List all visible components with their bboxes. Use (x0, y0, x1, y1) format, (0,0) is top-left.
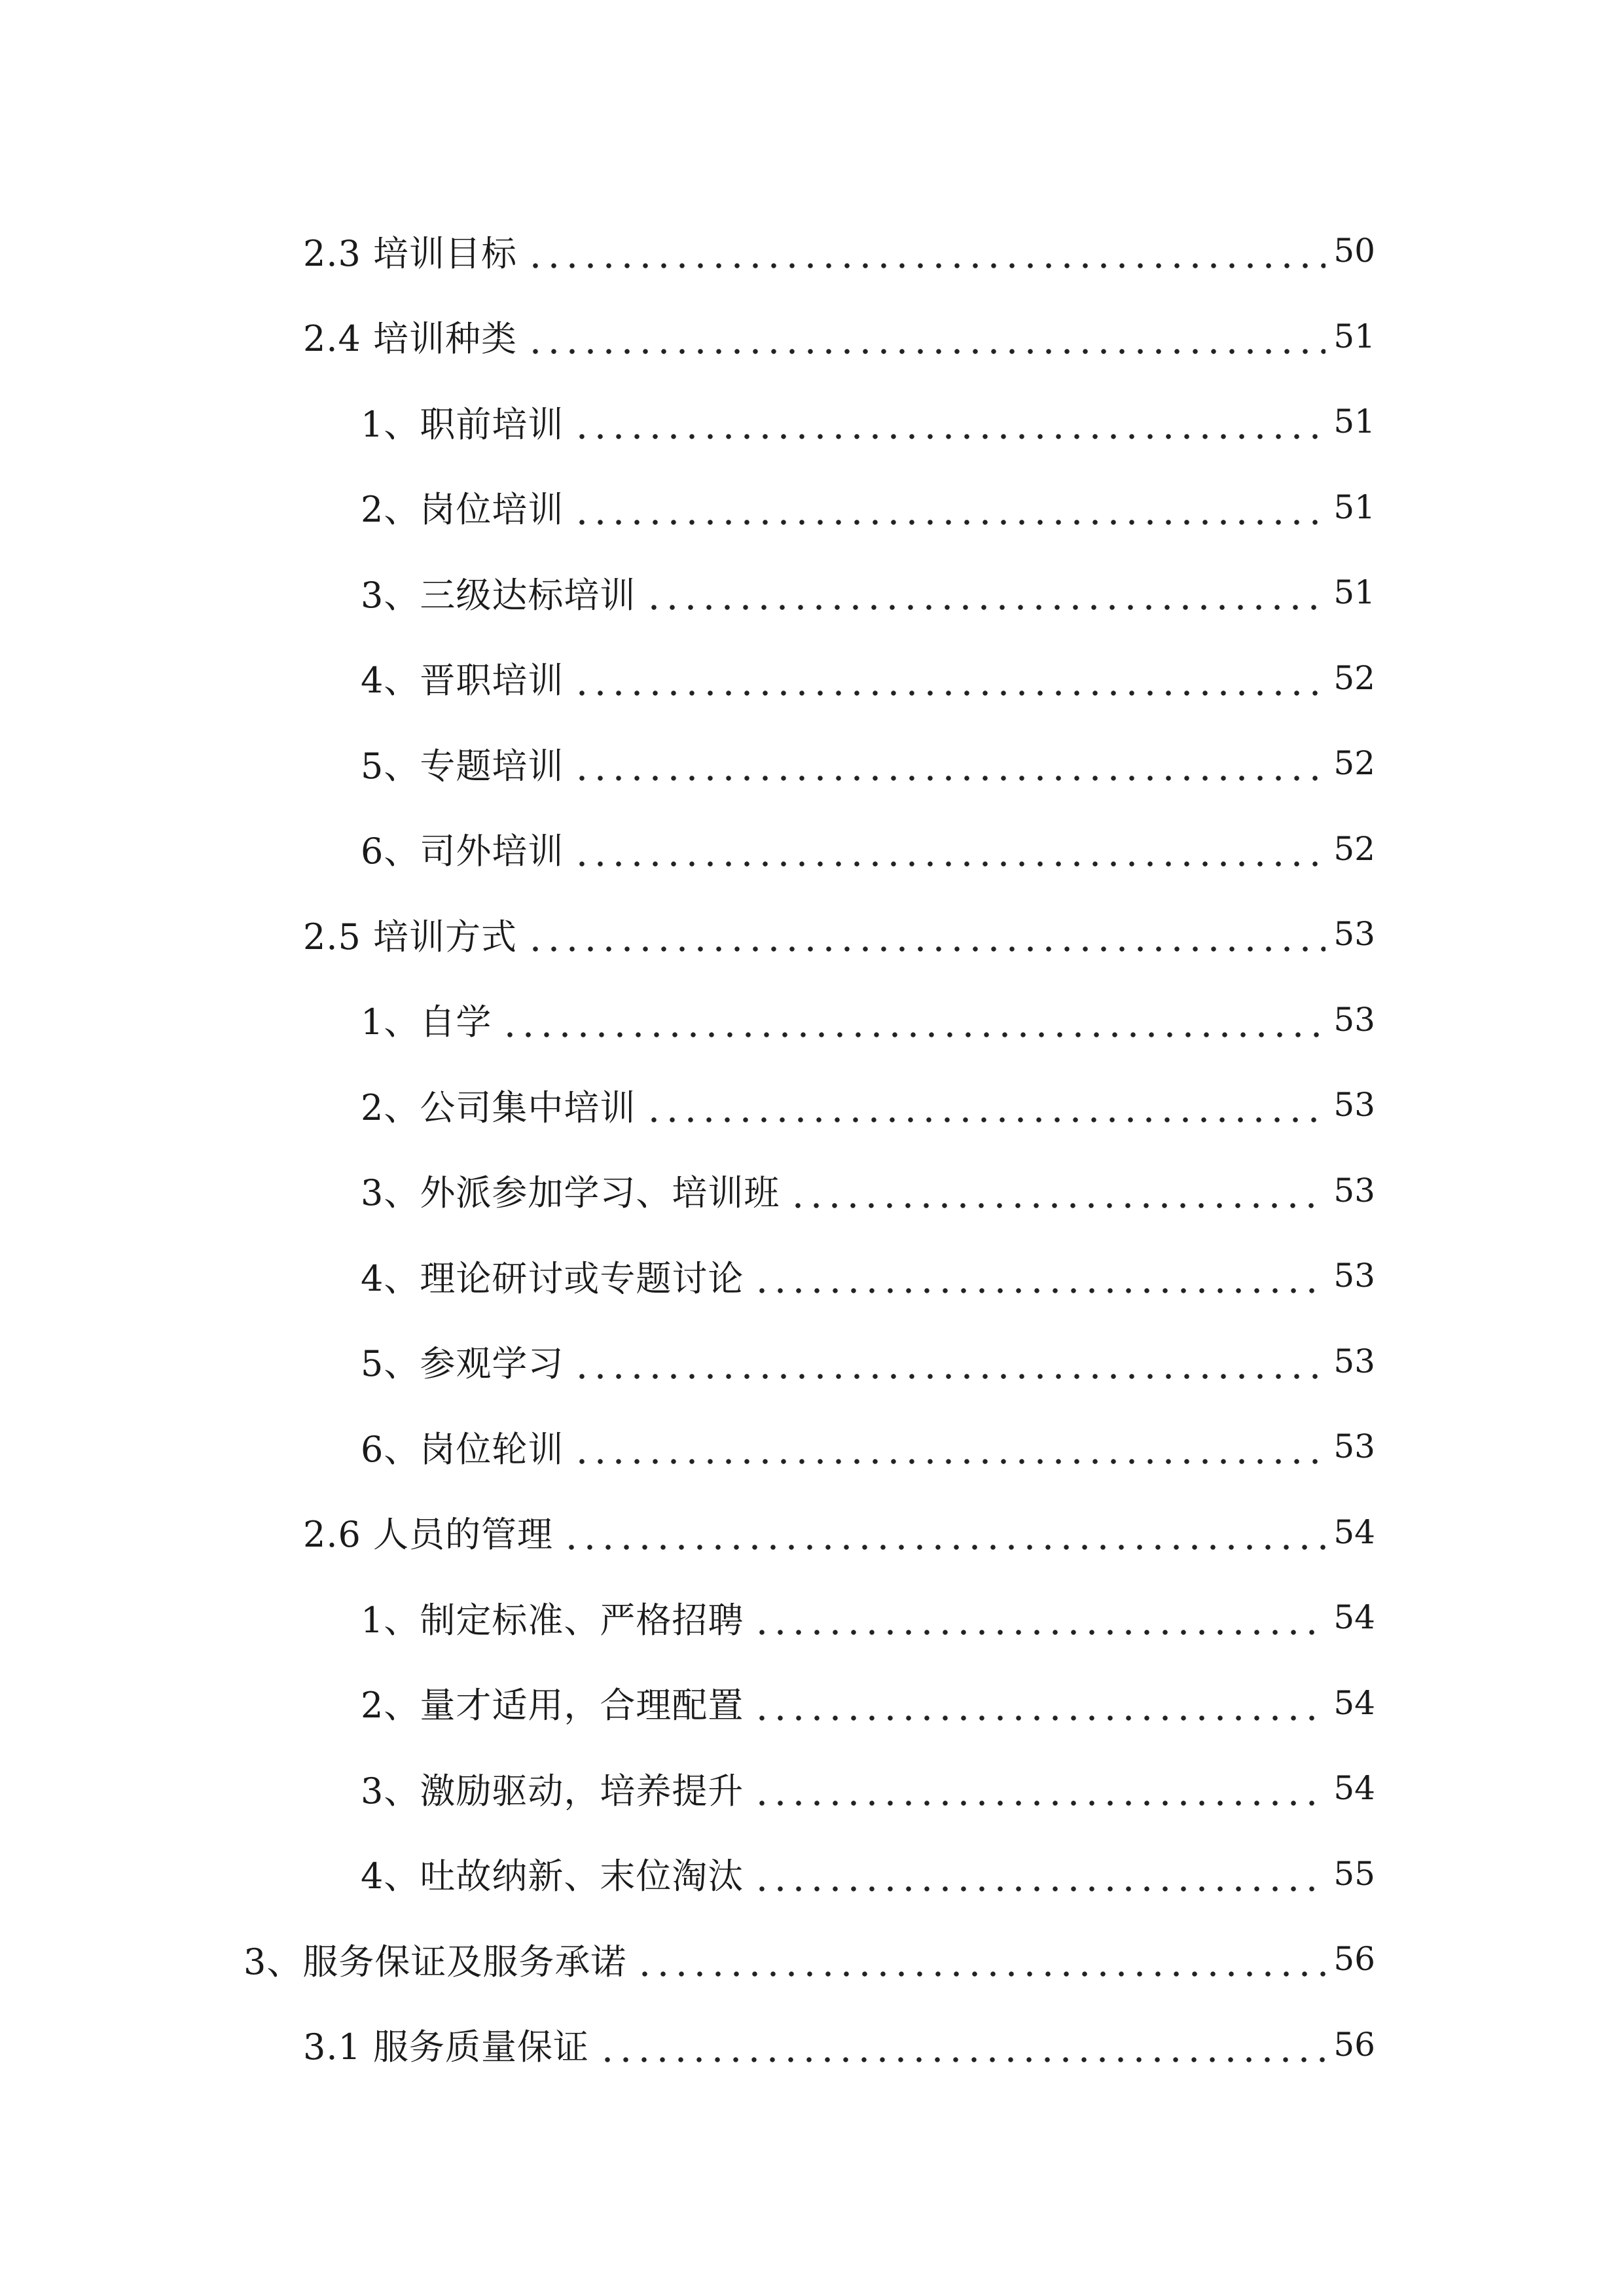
toc-entry[interactable] (0, 1660, 1624, 1746)
toc-dot-leader (598, 2027, 1326, 2062)
toc-entry[interactable] (0, 1233, 1624, 1319)
toc-entry[interactable] (0, 1575, 1624, 1660)
toc-dot-leader (573, 831, 1326, 867)
toc-entry-label: 2.5 培训方式 (303, 916, 518, 958)
toc-entry-label: 1、自学 (361, 1001, 492, 1043)
toc-entry-label: 2、岗位培训 (361, 489, 564, 531)
toc-dot-leader (645, 1087, 1326, 1122)
toc-dot-leader (573, 660, 1326, 696)
toc-entry[interactable] (0, 1490, 1624, 1575)
toc-entry-label: 2.6 人员的管理 (303, 1514, 554, 1556)
toc-entry-label: 1、职前培训 (361, 403, 564, 445)
toc-entry-label: 3、激励驱动，培养提升 (361, 1770, 744, 1812)
toc-dot-leader (753, 1685, 1326, 1721)
toc-entry-page-number: 56 (1333, 2025, 1375, 2064)
toc-entry[interactable] (0, 465, 1624, 550)
toc-entry-label: 3.1 服务质量保证 (303, 2026, 590, 2068)
toc-entry[interactable] (0, 1319, 1624, 1405)
toc-entry[interactable] (0, 1831, 1624, 1917)
toc-entry-page-number: 52 (1333, 658, 1375, 697)
toc-dot-leader (501, 1002, 1326, 1037)
toc-entry[interactable] (0, 208, 1624, 294)
toc-entry-label: 2、量才适用，合理配置 (361, 1685, 744, 1727)
toc-entry[interactable] (0, 636, 1624, 721)
toc-dot-leader (573, 1344, 1326, 1379)
toc-dot-leader (573, 490, 1326, 525)
toc-entry-label: 2.4 培训种类 (303, 318, 518, 360)
toc-entry-page-number: 55 (1333, 1854, 1375, 1893)
toc-dot-leader (573, 404, 1326, 439)
toc-entry-page-number: 54 (1333, 1513, 1375, 1551)
toc-entry-page-number: 52 (1333, 829, 1375, 868)
toc-dot-leader (526, 916, 1326, 952)
toc-entry-label: 2、公司集中培训 (361, 1086, 636, 1128)
toc-entry-label: 6、岗位轮训 (361, 1428, 564, 1470)
toc-dot-leader (526, 319, 1326, 354)
toc-entry-label: 3、服务保证及服务承诺 (244, 1941, 627, 1982)
toc-entry-label: 5、参观学习 (361, 1343, 564, 1385)
toc-dot-leader (753, 1258, 1326, 1293)
toc-entry-label: 4、吐故纳新、末位淘汰 (361, 1856, 744, 1897)
toc-entry[interactable] (0, 550, 1624, 636)
toc-dot-leader (573, 745, 1326, 781)
toc-entry-label: 2.3 培训目标 (303, 232, 518, 274)
toc-entry-label: 4、理论研讨或专题讨论 (361, 1257, 744, 1299)
toc-dot-leader (789, 1173, 1326, 1208)
toc-entry[interactable] (0, 1062, 1624, 1148)
toc-dot-leader (636, 1941, 1326, 1977)
toc-entry-page-number: 51 (1333, 488, 1375, 526)
toc-entry-page-number: 50 (1333, 232, 1375, 270)
toc-entry-page-number: 53 (1333, 1086, 1375, 1124)
table-of-contents (0, 208, 1624, 2087)
toc-dot-leader (753, 1600, 1326, 1635)
toc-entry[interactable] (0, 721, 1624, 806)
toc-entry[interactable] (0, 1148, 1624, 1234)
toc-dot-leader (753, 1770, 1326, 1806)
toc-entry-page-number: 51 (1333, 403, 1375, 441)
toc-entry-label: 1、制定标准、严格招聘 (361, 1599, 744, 1641)
toc-entry-page-number: 52 (1333, 744, 1375, 783)
toc-dot-leader (753, 1856, 1326, 1892)
toc-entry[interactable] (0, 379, 1624, 465)
toc-entry[interactable] (0, 1404, 1624, 1490)
toc-entry[interactable] (0, 977, 1624, 1063)
toc-entry-label: 5、专题培训 (361, 745, 564, 787)
toc-entry[interactable] (0, 891, 1624, 977)
toc-entry-page-number: 53 (1333, 915, 1375, 954)
toc-entry-page-number: 56 (1333, 1940, 1375, 1979)
toc-dot-leader (526, 233, 1326, 268)
toc-entry-label: 3、外派参加学习、培训班 (361, 1172, 780, 1214)
toc-entry-page-number: 54 (1333, 1598, 1375, 1637)
toc-entry-page-number: 54 (1333, 1769, 1375, 1808)
toc-entry-label: 6、司外培训 (361, 831, 564, 872)
toc-entry[interactable] (0, 806, 1624, 892)
toc-entry[interactable] (0, 2002, 1624, 2088)
toc-entry[interactable] (0, 294, 1624, 380)
toc-entry-label: 4、晋职培训 (361, 660, 564, 702)
toc-entry-page-number: 53 (1333, 1342, 1375, 1380)
toc-dot-leader (573, 1429, 1326, 1464)
toc-entry[interactable] (0, 1746, 1624, 1831)
toc-entry-page-number: 51 (1333, 317, 1375, 355)
toc-entry-page-number: 53 (1333, 1257, 1375, 1295)
toc-entry-page-number: 53 (1333, 1171, 1375, 1210)
toc-entry-page-number: 51 (1333, 573, 1375, 612)
toc-entry-page-number: 54 (1333, 1683, 1375, 1722)
toc-entry-page-number: 53 (1333, 1427, 1375, 1466)
toc-dot-leader (645, 575, 1326, 610)
toc-entry[interactable] (0, 1916, 1624, 2002)
toc-entry-label: 3、三级达标培训 (361, 574, 636, 616)
toc-entry-page-number: 53 (1333, 1000, 1375, 1039)
toc-dot-leader (562, 1515, 1326, 1550)
